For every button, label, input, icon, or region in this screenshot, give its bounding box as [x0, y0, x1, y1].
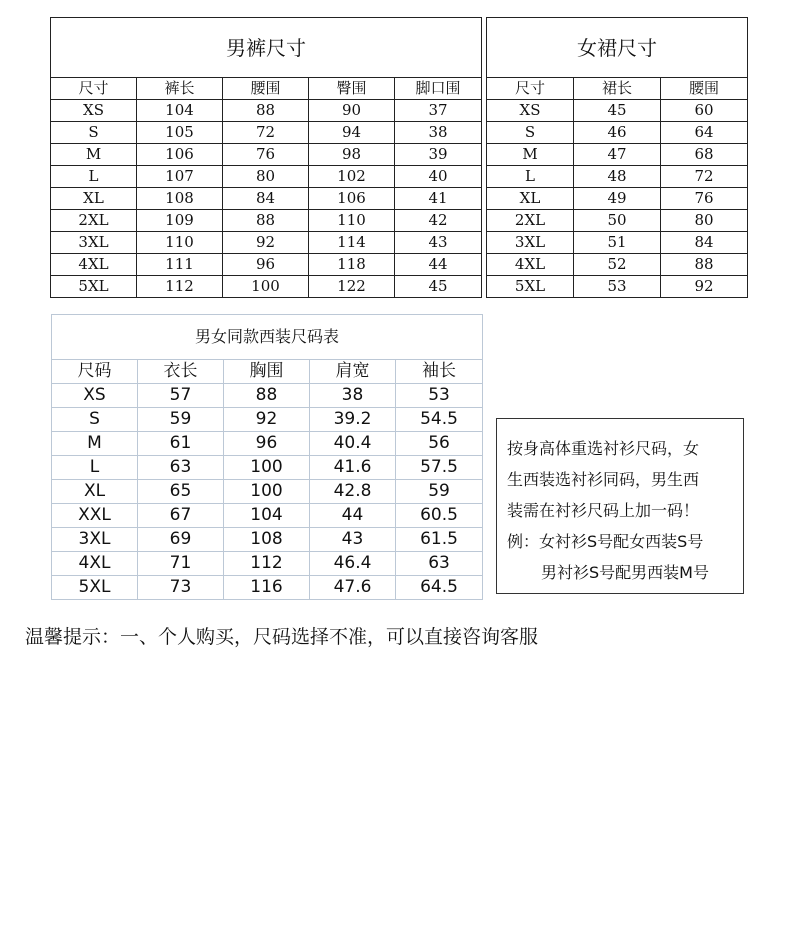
table-cell: 41.6 — [310, 456, 396, 480]
table-cell: XS — [52, 384, 138, 408]
table-row — [487, 166, 748, 188]
table-cell: 100 — [224, 456, 310, 480]
column-header: 裙长 — [574, 78, 661, 100]
table-cell: 96 — [223, 254, 309, 276]
table-cell: M — [51, 144, 137, 166]
table-cell: 46 — [574, 122, 661, 144]
table-cell: 104 — [137, 100, 223, 122]
table-cell: M — [52, 432, 138, 456]
table-cell: 106 — [309, 188, 395, 210]
table-cell: 3XL — [52, 528, 138, 552]
suit-table-title: 男女同款西装尺码表 — [52, 315, 483, 360]
table-cell: 4XL — [52, 552, 138, 576]
column-header: 尺寸 — [487, 78, 574, 100]
table-cell: 88 — [661, 254, 748, 276]
table-cell: 4XL — [487, 254, 574, 276]
table-row — [487, 188, 748, 210]
table-row — [52, 552, 483, 576]
table-cell: M — [487, 144, 574, 166]
table-cell: 107 — [137, 166, 223, 188]
table-cell: XXL — [52, 504, 138, 528]
table-cell: 76 — [223, 144, 309, 166]
column-header: 衣长 — [138, 360, 224, 384]
column-header: 袖长 — [396, 360, 483, 384]
column-header: 尺码 — [52, 360, 138, 384]
table-cell: 53 — [396, 384, 483, 408]
table-cell: 72 — [661, 166, 748, 188]
column-header: 裤长 — [137, 78, 223, 100]
table-cell: 63 — [138, 456, 224, 480]
table-cell: 100 — [223, 276, 309, 298]
table-cell: 108 — [137, 188, 223, 210]
table-cell: 48 — [574, 166, 661, 188]
table-cell: S — [52, 408, 138, 432]
table-cell: 54.5 — [396, 408, 483, 432]
table-cell: 116 — [224, 576, 310, 600]
table-cell: 56 — [396, 432, 483, 456]
table-cell: 38 — [395, 122, 482, 144]
table-cell: 92 — [224, 408, 310, 432]
table-cell: 47.6 — [310, 576, 396, 600]
table-cell: 59 — [138, 408, 224, 432]
table-row — [487, 210, 748, 232]
table-cell: 122 — [309, 276, 395, 298]
table-cell: S — [51, 122, 137, 144]
table-cell: 49 — [574, 188, 661, 210]
table-cell: XL — [487, 188, 574, 210]
table-cell: 64 — [661, 122, 748, 144]
table-row — [52, 384, 483, 408]
table-cell: 38 — [310, 384, 396, 408]
table-cell: XS — [51, 100, 137, 122]
table-cell: L — [51, 166, 137, 188]
column-header: 臀围 — [309, 78, 395, 100]
men-pants-table-title: 男裤尺寸 — [51, 18, 482, 78]
table-cell: 40 — [395, 166, 482, 188]
table-cell: S — [487, 122, 574, 144]
table-cell: 57 — [138, 384, 224, 408]
table-cell: L — [52, 456, 138, 480]
table-cell: 52 — [574, 254, 661, 276]
table-cell: 45 — [395, 276, 482, 298]
table-cell: 60.5 — [396, 504, 483, 528]
table-cell: 3XL — [487, 232, 574, 254]
table-row — [51, 122, 482, 144]
table-cell: 41 — [395, 188, 482, 210]
table-cell: L — [487, 166, 574, 188]
table-cell: 39 — [395, 144, 482, 166]
table-cell: 43 — [395, 232, 482, 254]
table-row — [51, 276, 482, 298]
table-cell: 50 — [574, 210, 661, 232]
table-row — [51, 100, 482, 122]
table-cell: 42 — [395, 210, 482, 232]
women-skirt-size-table — [486, 17, 748, 298]
table-cell: 64.5 — [396, 576, 483, 600]
table-cell: 43 — [310, 528, 396, 552]
table-cell: 68 — [661, 144, 748, 166]
table-cell: 111 — [137, 254, 223, 276]
table-cell: 106 — [137, 144, 223, 166]
table-cell: 105 — [137, 122, 223, 144]
column-header: 脚口围 — [395, 78, 482, 100]
table-cell: 73 — [138, 576, 224, 600]
table-cell: 5XL — [487, 276, 574, 298]
note-line: 例：女衬衫S号配女西装S号 — [507, 532, 704, 551]
table-cell: 104 — [224, 504, 310, 528]
table-cell: XS — [487, 100, 574, 122]
note-line: 装需在衬衫尺码上加一码！ — [507, 501, 700, 520]
table-row — [51, 210, 482, 232]
table-cell: 53 — [574, 276, 661, 298]
table-cell: 45 — [574, 100, 661, 122]
table-row — [487, 144, 748, 166]
table-cell: 98 — [309, 144, 395, 166]
table-cell: 42.8 — [310, 480, 396, 504]
table-row — [52, 528, 483, 552]
table-cell: 112 — [137, 276, 223, 298]
table-row — [51, 232, 482, 254]
table-cell: 88 — [223, 100, 309, 122]
table-cell: 112 — [224, 552, 310, 576]
table-row — [487, 232, 748, 254]
table-cell: 63 — [396, 552, 483, 576]
table-cell: XL — [51, 188, 137, 210]
table-row — [52, 504, 483, 528]
table-cell: 44 — [395, 254, 482, 276]
table-cell: 40.4 — [310, 432, 396, 456]
table-cell: 71 — [138, 552, 224, 576]
table-cell: 46.4 — [310, 552, 396, 576]
table-row — [52, 480, 483, 504]
table-cell: 102 — [309, 166, 395, 188]
table-cell: 80 — [223, 166, 309, 188]
table-cell: 110 — [137, 232, 223, 254]
table-row — [51, 144, 482, 166]
table-cell: 90 — [309, 100, 395, 122]
table-cell: XL — [52, 480, 138, 504]
column-header: 尺寸 — [51, 78, 137, 100]
table-cell: 5XL — [52, 576, 138, 600]
table-cell: 5XL — [51, 276, 137, 298]
table-cell: 80 — [661, 210, 748, 232]
table-cell: 96 — [224, 432, 310, 456]
table-cell: 3XL — [51, 232, 137, 254]
table-cell: 100 — [224, 480, 310, 504]
table-cell: 59 — [396, 480, 483, 504]
table-row — [51, 188, 482, 210]
table-cell: 57.5 — [396, 456, 483, 480]
table-cell: 44 — [310, 504, 396, 528]
table-cell: 92 — [223, 232, 309, 254]
column-header: 腰围 — [661, 78, 748, 100]
note-line: 男衬衫S号配男西装M号 — [541, 563, 709, 582]
table-cell: 2XL — [487, 210, 574, 232]
table-cell: 51 — [574, 232, 661, 254]
column-header: 胸围 — [224, 360, 310, 384]
table-cell: 114 — [309, 232, 395, 254]
table-cell: 67 — [138, 504, 224, 528]
table-cell: 88 — [224, 384, 310, 408]
table-row — [487, 254, 748, 276]
table-cell: 60 — [661, 100, 748, 122]
table-cell: 110 — [309, 210, 395, 232]
table-row — [52, 432, 483, 456]
table-cell: 88 — [223, 210, 309, 232]
table-cell: 37 — [395, 100, 482, 122]
column-header: 腰围 — [223, 78, 309, 100]
table-cell: 2XL — [51, 210, 137, 232]
warm-tip-text: 温馨提示：一、个人购买，尺码选择不准，可以直接咨询客服 — [25, 626, 539, 648]
note-line: 生西装选衬衫同码，男生西 — [507, 470, 700, 489]
women-skirt-table-title: 女裙尺寸 — [487, 18, 748, 78]
men-pants-size-table — [50, 17, 482, 298]
table-cell: 4XL — [51, 254, 137, 276]
table-cell: 72 — [223, 122, 309, 144]
table-row — [52, 408, 483, 432]
table-cell: 109 — [137, 210, 223, 232]
table-row — [487, 100, 748, 122]
table-cell: 94 — [309, 122, 395, 144]
suit-size-table — [51, 314, 483, 600]
table-cell: 108 — [224, 528, 310, 552]
table-cell: 61 — [138, 432, 224, 456]
table-cell: 118 — [309, 254, 395, 276]
table-row — [52, 576, 483, 600]
table-cell: 84 — [661, 232, 748, 254]
table-row — [487, 276, 748, 298]
note-line: 按身高体重选衬衫尺码，女 — [507, 439, 700, 458]
table-cell: 69 — [138, 528, 224, 552]
table-row — [51, 166, 482, 188]
table-cell: 61.5 — [396, 528, 483, 552]
table-cell: 84 — [223, 188, 309, 210]
table-row — [52, 456, 483, 480]
table-cell: 47 — [574, 144, 661, 166]
table-row — [51, 254, 482, 276]
table-cell: 76 — [661, 188, 748, 210]
table-cell: 92 — [661, 276, 748, 298]
table-row — [487, 122, 748, 144]
size-advice-note — [496, 418, 744, 594]
table-cell: 65 — [138, 480, 224, 504]
table-cell: 39.2 — [310, 408, 396, 432]
column-header: 肩宽 — [310, 360, 396, 384]
